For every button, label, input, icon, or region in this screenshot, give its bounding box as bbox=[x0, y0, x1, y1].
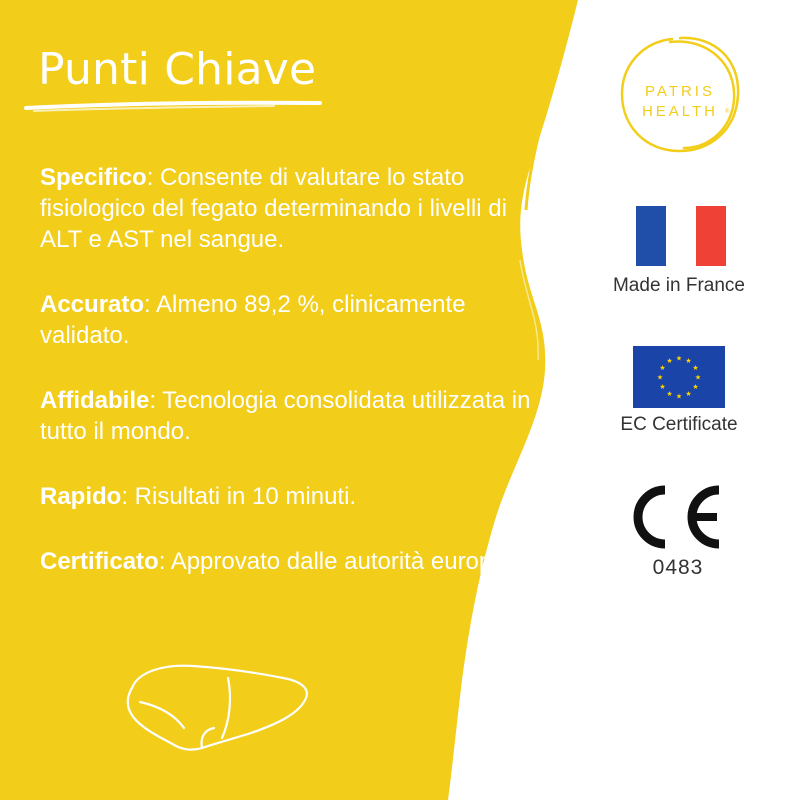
key-point-text: : Approvato dalle autorità europee. bbox=[158, 548, 526, 575]
page-title: Punti Chiave bbox=[38, 44, 317, 95]
key-point-accurato bbox=[40, 289, 540, 351]
eu-star: ★ bbox=[659, 364, 666, 372]
ce-mark-icon bbox=[631, 484, 727, 550]
eu-star: ★ bbox=[685, 390, 692, 398]
eu-star: ★ bbox=[666, 390, 673, 398]
eu-star: ★ bbox=[675, 392, 683, 401]
key-point-specifico bbox=[40, 162, 540, 255]
key-point-label: Specifico bbox=[40, 164, 147, 191]
title-underline bbox=[24, 98, 324, 114]
eu-star: ★ bbox=[692, 383, 699, 391]
ce-number: 0483 bbox=[652, 556, 704, 579]
eu-star: ★ bbox=[659, 383, 666, 391]
logo-line2: HEALTH bbox=[641, 103, 719, 120]
made-in-france-label: Made in France bbox=[612, 275, 745, 296]
logo-line1: PATRIS bbox=[645, 83, 715, 100]
eu-flag-icon bbox=[633, 346, 725, 408]
eu-star: ★ bbox=[685, 357, 692, 365]
france-flag-icon bbox=[636, 206, 726, 266]
eu-star: ★ bbox=[656, 373, 664, 382]
key-points-list bbox=[40, 162, 540, 611]
key-point-label: Accurato bbox=[40, 291, 145, 318]
key-point-certificato bbox=[40, 546, 540, 577]
key-point-affidabile bbox=[40, 385, 540, 447]
key-point-text: : Tecnologia consolidata utilizzata in tutto il mondo. bbox=[40, 387, 531, 445]
eu-star: ★ bbox=[666, 357, 673, 365]
eu-star: ★ bbox=[692, 364, 699, 372]
eu-star: ★ bbox=[694, 373, 702, 382]
key-point-text: : Consente di valutare lo stato fisiologico del fegato determinando i livelli di ALT e AST nel sangue. bbox=[40, 164, 507, 253]
key-point-label: Rapido bbox=[40, 483, 122, 510]
logo-registered-mark: ® bbox=[725, 109, 730, 115]
key-point-text: : Almeno 89,2 %, clinicamente validato. bbox=[40, 291, 466, 349]
liver-icon bbox=[118, 658, 318, 758]
patris-health-logo bbox=[610, 30, 750, 160]
eu-star: ★ bbox=[675, 354, 683, 363]
key-point-rapido bbox=[40, 481, 540, 512]
key-point-label: Certificato bbox=[40, 548, 159, 575]
key-point-text: : Risultati in 10 minuti. bbox=[121, 483, 357, 510]
key-point-label: Affidabile bbox=[40, 387, 150, 414]
ec-certificate-label: EC Certificate bbox=[620, 414, 738, 435]
